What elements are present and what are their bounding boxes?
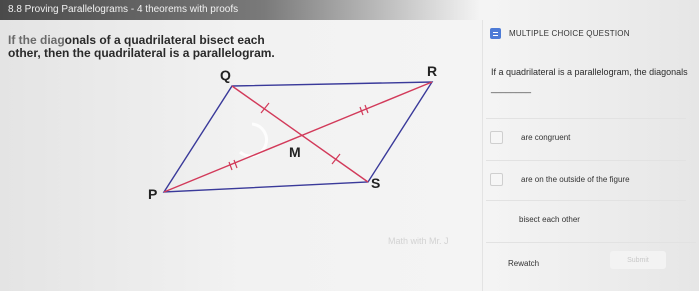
choice-label: are on the outside of the figure xyxy=(521,174,630,184)
double-tick-pm-a xyxy=(229,162,232,170)
choice-checkbox[interactable] xyxy=(490,131,503,144)
vertex-label-p: P xyxy=(148,186,158,202)
midpoint-label-m: M xyxy=(289,144,301,160)
vertex-label-q: Q xyxy=(220,67,231,83)
watermark-text: Math with Mr. J xyxy=(388,236,449,246)
choice-checkbox[interactable] xyxy=(490,173,503,186)
submit-button[interactable]: Submit xyxy=(610,251,666,269)
diagonal-pr xyxy=(164,82,432,192)
answer-choice[interactable] xyxy=(486,200,686,237)
video-title: 8.8 Proving Parallelograms - 4 theorems with proofs xyxy=(8,4,239,15)
parallelogram-figure xyxy=(140,62,460,212)
diagonal-qs xyxy=(232,86,368,182)
theorem-text-line-1 xyxy=(8,33,265,47)
answer-choice[interactable] xyxy=(486,118,686,155)
rewatch-button[interactable]: Rewatch xyxy=(508,259,540,268)
theorem-text-line-2: other, then the quadrilateral is a parallelogram. xyxy=(8,46,275,60)
choice-label: are congruent xyxy=(521,132,571,142)
list-icon xyxy=(490,28,501,39)
question-text: If a quadrilateral is a parallelogram, the diagonals ________ xyxy=(491,67,688,93)
video-title-bar xyxy=(0,0,480,20)
panel-divider xyxy=(482,20,483,291)
answer-choice[interactable] xyxy=(486,160,686,197)
theorem-text-rest: onals of a quadrilateral bisect each xyxy=(64,33,265,47)
double-tick-pm-b xyxy=(234,160,237,168)
question-type-header xyxy=(490,28,630,39)
vertex-label-s: S xyxy=(371,175,381,191)
question-type-label: MULTIPLE CHOICE QUESTION xyxy=(509,29,630,38)
theorem-text-prefix: If the diag xyxy=(8,33,65,47)
vertex-label-r: R xyxy=(427,63,438,79)
tick-mark-ms xyxy=(332,154,340,164)
choice-label: bisect each other xyxy=(519,214,580,224)
